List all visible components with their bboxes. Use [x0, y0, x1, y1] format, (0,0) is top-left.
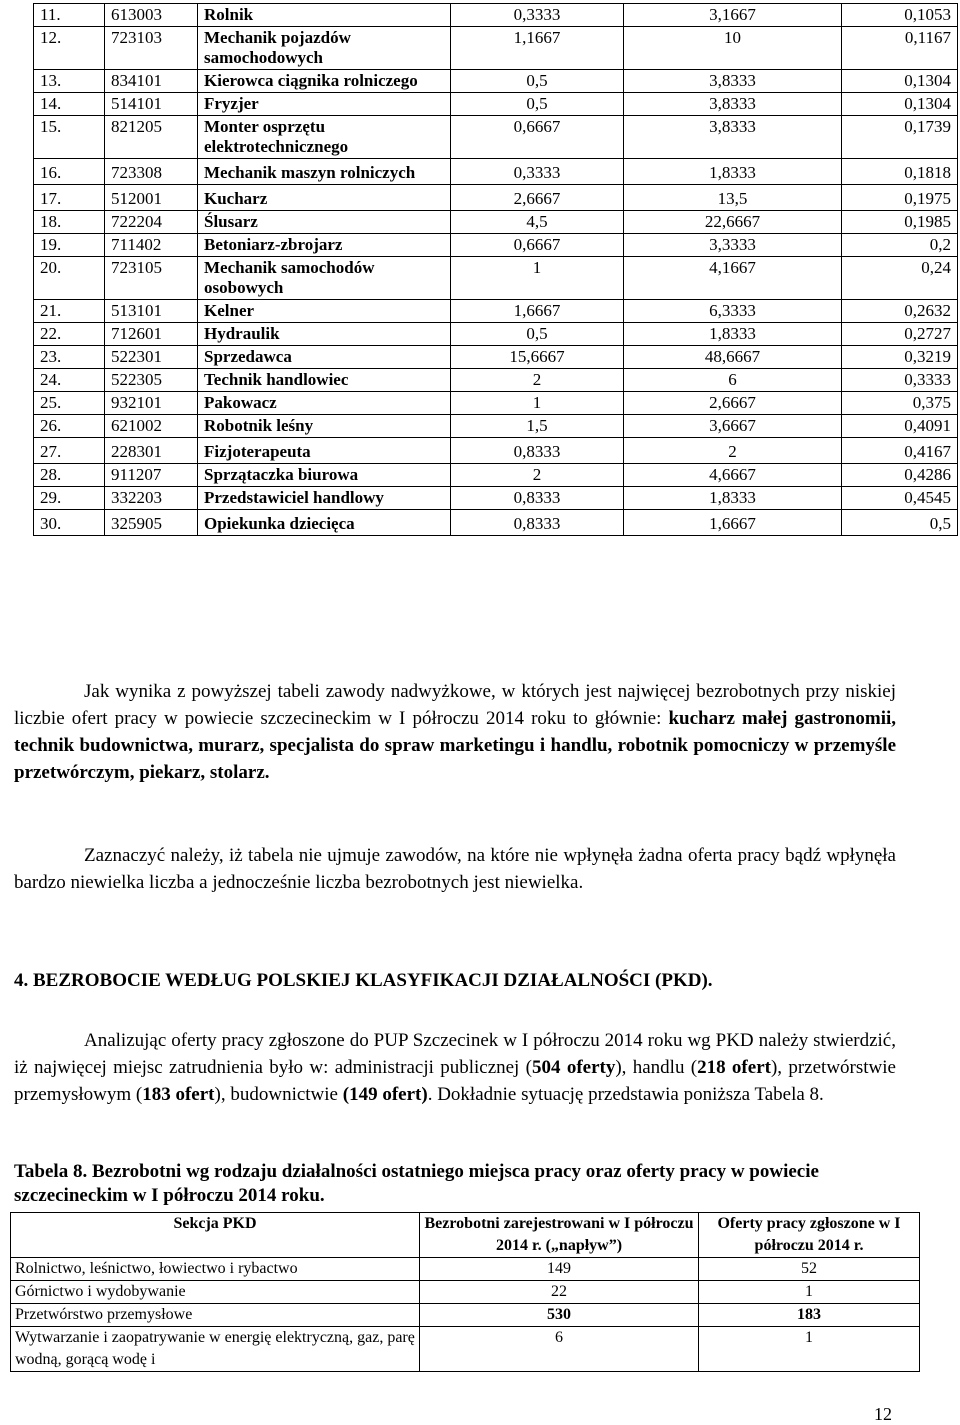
- cell-name: Monter osprzętu elektrotechnicznego: [198, 116, 451, 159]
- cell-name: Fizjoterapeuta: [198, 438, 451, 464]
- cell-no: 11.: [34, 4, 105, 27]
- summary-paragraph: [14, 678, 896, 786]
- cell-no: 18.: [34, 211, 105, 234]
- cell-a: 0,6667: [451, 234, 624, 257]
- table-row: [34, 487, 958, 510]
- cell-a: 0,8333: [451, 487, 624, 510]
- cell-code: 621002: [105, 415, 198, 438]
- table-row: [34, 185, 958, 211]
- cell-offers: 52: [699, 1258, 920, 1281]
- cell-b: 3,3333: [624, 234, 842, 257]
- cell-a: 0,8333: [451, 510, 624, 536]
- cell-c: 0,24: [842, 257, 958, 300]
- pkd-analysis-paragraph: Analizując oferty pracy zgłoszone do PUP Szczecinek w I półroczu 2014 roku wg PKD należy stwierdzić, iż najwięcej miejsc zatrudnienia było w: administracji publicznej (504 oferty), handlu (218 ofert), przetwórstwie przemysłowym (183 ofert), budownictwie (149 ofert). Dokładnie sytuację przedstawia poniższa Tabela 8.: [14, 1030, 896, 1105]
- cell-b: 1,8333: [624, 159, 842, 185]
- table-row: [34, 116, 958, 159]
- cell-section: Rolnictwo, leśnictwo, łowiectwo i rybactwo: [11, 1258, 420, 1281]
- cell-code: 325905: [105, 510, 198, 536]
- cell-a: 4,5: [451, 211, 624, 234]
- cell-code: 513101: [105, 300, 198, 323]
- cell-name: Mechanik pojazdów samochodowych: [198, 27, 451, 70]
- cell-c: 0,4167: [842, 438, 958, 464]
- cell-b: 13,5: [624, 185, 842, 211]
- cell-section: Górnictwo i wydobywanie: [11, 1281, 420, 1304]
- cell-a: 1,5: [451, 415, 624, 438]
- cell-offers: 1: [699, 1281, 920, 1304]
- cell-c: 0,5: [842, 510, 958, 536]
- cell-offers: 1: [699, 1327, 920, 1372]
- table-row: [34, 27, 958, 70]
- cell-name: Przedstawiciel handlowy: [198, 487, 451, 510]
- table-row: [11, 1304, 920, 1327]
- cell-name: Opiekunka dziecięca: [198, 510, 451, 536]
- cell-b: 1,8333: [624, 323, 842, 346]
- cell-code: 514101: [105, 93, 198, 116]
- cell-b: 48,6667: [624, 346, 842, 369]
- table-row: [34, 369, 958, 392]
- summary-text: Jak wynika z powyższej tabeli zawody nadwyżkowe, w których jest najwięcej bezrobotnych przy niskiej liczbie ofert pracy w powiecie szczecineckim w I półroczu 2014 roku to głównie:: [14, 681, 896, 729]
- cell-no: 24.: [34, 369, 105, 392]
- cell-a: 2: [451, 464, 624, 487]
- cell-code: 228301: [105, 438, 198, 464]
- table-row: [34, 392, 958, 415]
- table-row: [34, 438, 958, 464]
- cell-code: 712601: [105, 323, 198, 346]
- table-row: [34, 415, 958, 438]
- header-offers: Oferty pracy zgłoszone w I półroczu 2014 r.: [699, 1213, 920, 1258]
- cell-code: 722204: [105, 211, 198, 234]
- cell-no: 13.: [34, 70, 105, 93]
- cell-a: 0,8333: [451, 438, 624, 464]
- table8-caption: Tabela 8. Bezrobotni wg rodzaju działalności ostatniego miejsca pracy oraz oferty pracy w powiecie szczecineckim w I półroczu 2014 roku.: [14, 1161, 819, 1206]
- cell-a: 0,6667: [451, 116, 624, 159]
- cell-name: Rolnik: [198, 4, 451, 27]
- table-row: [34, 234, 958, 257]
- table-row: [11, 1281, 920, 1304]
- cell-no: 28.: [34, 464, 105, 487]
- table-row: [34, 510, 958, 536]
- cell-name: Pakowacz: [198, 392, 451, 415]
- cell-unemployed: 149: [420, 1258, 699, 1281]
- cell-no: 21.: [34, 300, 105, 323]
- cell-name: Betoniarz-zbrojarz: [198, 234, 451, 257]
- cell-a: 2,6667: [451, 185, 624, 211]
- cell-name: Fryzjer: [198, 93, 451, 116]
- cell-b: 3,8333: [624, 93, 842, 116]
- cell-b: 3,8333: [624, 70, 842, 93]
- cell-code: 711402: [105, 234, 198, 257]
- cell-code: 522301: [105, 346, 198, 369]
- cell-no: 12.: [34, 27, 105, 70]
- header-section: Sekcja PKD: [11, 1213, 420, 1258]
- cell-name: Mechanik maszyn rolniczych: [198, 159, 451, 185]
- cell-b: 6: [624, 369, 842, 392]
- cell-code: 723105: [105, 257, 198, 300]
- cell-b: 6,3333: [624, 300, 842, 323]
- cell-c: 0,4545: [842, 487, 958, 510]
- cell-no: 20.: [34, 257, 105, 300]
- table-row: [34, 4, 958, 27]
- table-row: [34, 211, 958, 234]
- cell-name: Kierowca ciągnika rolniczego: [198, 70, 451, 93]
- cell-name: Ślusarz: [198, 211, 451, 234]
- header-unemployed: Bezrobotni zarejestrowani w I półroczu 2014 r. („napływ”): [420, 1213, 699, 1258]
- page-number: 12: [874, 1404, 892, 1424]
- cell-no: 25.: [34, 392, 105, 415]
- cell-b: 3,6667: [624, 415, 842, 438]
- cell-b: 2,6667: [624, 392, 842, 415]
- cell-b: 2: [624, 438, 842, 464]
- cell-no: 16.: [34, 159, 105, 185]
- cell-no: 29.: [34, 487, 105, 510]
- cell-code: 332203: [105, 487, 198, 510]
- cell-a: 1: [451, 257, 624, 300]
- table-row: [34, 70, 958, 93]
- table-row: [11, 1258, 920, 1281]
- cell-code: 522305: [105, 369, 198, 392]
- cell-no: 19.: [34, 234, 105, 257]
- cell-b: 1,8333: [624, 487, 842, 510]
- cell-no: 27.: [34, 438, 105, 464]
- cell-offers: 183: [699, 1304, 920, 1327]
- cell-c: 0,2632: [842, 300, 958, 323]
- cell-a: 15,6667: [451, 346, 624, 369]
- cell-a: 1,1667: [451, 27, 624, 70]
- cell-name: Technik handlowiec: [198, 369, 451, 392]
- cell-c: 0,3333: [842, 369, 958, 392]
- pkd-table: [10, 1212, 920, 1372]
- table-row: [34, 300, 958, 323]
- cell-code: 821205: [105, 116, 198, 159]
- cell-name: Kucharz: [198, 185, 451, 211]
- table-row: [34, 346, 958, 369]
- cell-c: 0,4091: [842, 415, 958, 438]
- cell-c: 0,1739: [842, 116, 958, 159]
- cell-name: Sprzedawca: [198, 346, 451, 369]
- cell-b: 4,1667: [624, 257, 842, 300]
- cell-name: Robotnik leśny: [198, 415, 451, 438]
- cell-code: 834101: [105, 70, 198, 93]
- cell-b: 3,1667: [624, 4, 842, 27]
- cell-c: 0,2727: [842, 323, 958, 346]
- cell-section: Wytwarzanie i zaopatrywanie w energię elektryczną, gaz, parę wodną, gorącą wodę i: [11, 1327, 420, 1372]
- cell-no: 30.: [34, 510, 105, 536]
- table-row: [34, 464, 958, 487]
- cell-a: 0,5: [451, 70, 624, 93]
- cell-a: 1: [451, 392, 624, 415]
- cell-a: 0,3333: [451, 4, 624, 27]
- cell-code: 723103: [105, 27, 198, 70]
- cell-section: Przetwórstwo przemysłowe: [11, 1304, 420, 1327]
- cell-c: 0,1167: [842, 27, 958, 70]
- cell-b: 22,6667: [624, 211, 842, 234]
- cell-no: 14.: [34, 93, 105, 116]
- cell-unemployed: 22: [420, 1281, 699, 1304]
- cell-c: 0,1304: [842, 70, 958, 93]
- cell-no: 15.: [34, 116, 105, 159]
- cell-a: 0,3333: [451, 159, 624, 185]
- cell-no: 22.: [34, 323, 105, 346]
- cell-a: 2: [451, 369, 624, 392]
- cell-name: Sprzątaczka biurowa: [198, 464, 451, 487]
- cell-code: 512001: [105, 185, 198, 211]
- cell-name: Hydraulik: [198, 323, 451, 346]
- cell-c: 0,375: [842, 392, 958, 415]
- cell-name: Kelner: [198, 300, 451, 323]
- cell-a: 0,5: [451, 323, 624, 346]
- cell-name: Mechanik samochodów osobowych: [198, 257, 451, 300]
- table-row: [34, 93, 958, 116]
- cell-b: 10: [624, 27, 842, 70]
- cell-b: 4,6667: [624, 464, 842, 487]
- table-row: [34, 159, 958, 185]
- cell-unemployed: 530: [420, 1304, 699, 1327]
- table-row: [11, 1327, 920, 1372]
- section-heading: 4. BEZROBOCIE WEDŁUG POLSKIEJ KLASYFIKACJI DZIAŁALNOŚCI (PKD).: [14, 970, 713, 991]
- cell-code: 932101: [105, 392, 198, 415]
- table-row: [34, 257, 958, 300]
- cell-code: 911207: [105, 464, 198, 487]
- cell-a: 1,6667: [451, 300, 624, 323]
- cell-no: 17.: [34, 185, 105, 211]
- cell-unemployed: 6: [420, 1327, 699, 1372]
- cell-c: 0,4286: [842, 464, 958, 487]
- cell-code: 723308: [105, 159, 198, 185]
- cell-no: 26.: [34, 415, 105, 438]
- note-paragraph: [14, 842, 896, 896]
- note-text: Zaznaczyć należy, iż tabela nie ujmuje zawodów, na które nie wpłynęła żadna oferta pracy bądź wpłynęła bardzo niewielka liczba a jednocześnie liczba bezrobotnych jest niewielka.: [14, 845, 896, 893]
- cell-no: 23.: [34, 346, 105, 369]
- cell-c: 0,1053: [842, 4, 958, 27]
- cell-c: 0,1975: [842, 185, 958, 211]
- table-row: [34, 323, 958, 346]
- cell-c: 0,3219: [842, 346, 958, 369]
- cell-c: 0,1818: [842, 159, 958, 185]
- cell-a: 0,5: [451, 93, 624, 116]
- cell-c: 0,2: [842, 234, 958, 257]
- cell-b: 3,8333: [624, 116, 842, 159]
- summary-bold-occupations: kucharz małej gastronomii, technik budownictwa, murarz, specjalista do spraw marketingu i handlu, robotnik pomocniczy w przemyśle przetwórczym, piekarz, stolarz.: [14, 708, 896, 783]
- occupations-table: [33, 3, 958, 536]
- cell-b: 1,6667: [624, 510, 842, 536]
- cell-c: 0,1985: [842, 211, 958, 234]
- cell-code: 613003: [105, 4, 198, 27]
- cell-c: 0,1304: [842, 93, 958, 116]
